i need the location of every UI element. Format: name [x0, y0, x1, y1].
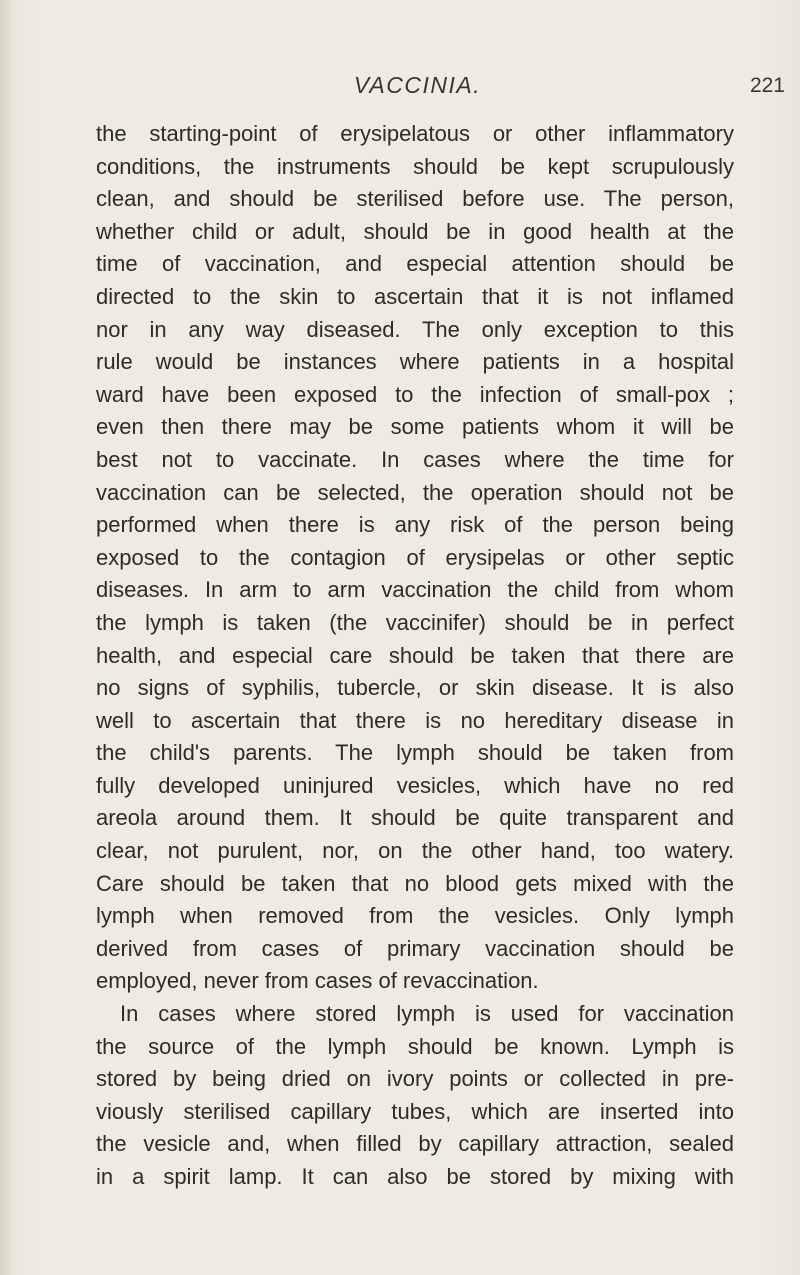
text-line: clear, not purulent, nor, on the other hand, too watery. — [96, 838, 734, 864]
text-line: areola around them. It should be quite transparent and — [96, 805, 734, 831]
running-title: VACCINIA. — [353, 72, 482, 98]
text-line: fully developed uninjured vesicles, which have no red — [96, 772, 734, 798]
text-line: in a spirit lamp. It can also be stored by mixing with — [96, 1164, 734, 1189]
text-line: the source of the lymph should be known. Lymph is — [96, 1033, 734, 1059]
text-line: whether child or adult, should be in good health at the — [96, 218, 734, 244]
page-gutter-shadow — [0, 0, 12, 1275]
text-line: employed, never from cases of revaccination. — [96, 968, 539, 994]
text-line: performed when there is any risk of the person being — [96, 512, 734, 538]
text-line: health, and especial care should be taken that there are — [96, 642, 734, 668]
text-line: the starting-point of erysipelatous or other inflammatory — [96, 121, 734, 146]
text-line: lymph when removed from the vesicles. Only lymph — [96, 903, 734, 929]
text-line: well to ascertain that there is no hereditary disease in — [96, 707, 734, 733]
text-line: vaccination can be selected, the operation should not be — [96, 479, 734, 505]
text-line: In cases where stored lymph is used for vaccination — [120, 1001, 734, 1027]
page-header — [100, 72, 785, 106]
text-line: nor in any way diseased. The only exception to this — [96, 316, 734, 342]
text-line: clean, and should be sterilised before use. The person, — [96, 186, 734, 212]
body-text — [96, 118, 734, 1194]
text-line: viously sterilised capillary tubes, which are inserted into — [96, 1098, 734, 1124]
text-line: directed to the skin to ascertain that it is not inflamed — [96, 283, 734, 309]
text-line: the vesicle and, when filled by capillary attraction, sealed — [96, 1131, 734, 1157]
text-line: the lymph is taken (the vaccinifer) should be in perfect — [96, 609, 734, 635]
text-line: best not to vaccinate. In cases where the time for — [96, 446, 734, 472]
text-line: no signs of syphilis, tubercle, or skin disease. It is also — [96, 675, 734, 701]
text-line: exposed to the contagion of erysipelas or other septic — [96, 544, 734, 570]
text-line: time of vaccination, and especial attention should be — [96, 251, 734, 277]
text-line: Care should be taken that no blood gets mixed with the — [96, 870, 734, 896]
text-line: stored by being dried on ivory points or collected in pre- — [96, 1066, 734, 1092]
text-line: conditions, the instruments should be kept scrupulously — [96, 153, 734, 179]
text-line: derived from cases of primary vaccination should be — [96, 935, 734, 961]
text-line: ward have been exposed to the infection of small-pox ; — [96, 381, 734, 407]
text-line: diseases. In arm to arm vaccination the child from whom — [96, 577, 734, 603]
text-line: the child's parents. The lymph should be taken from — [96, 740, 734, 766]
text-line: rule would be instances where patients in a hospital — [96, 349, 734, 375]
text-line: even then there may be some patients whom it will be — [96, 414, 734, 440]
page-number: 221 — [749, 74, 785, 97]
